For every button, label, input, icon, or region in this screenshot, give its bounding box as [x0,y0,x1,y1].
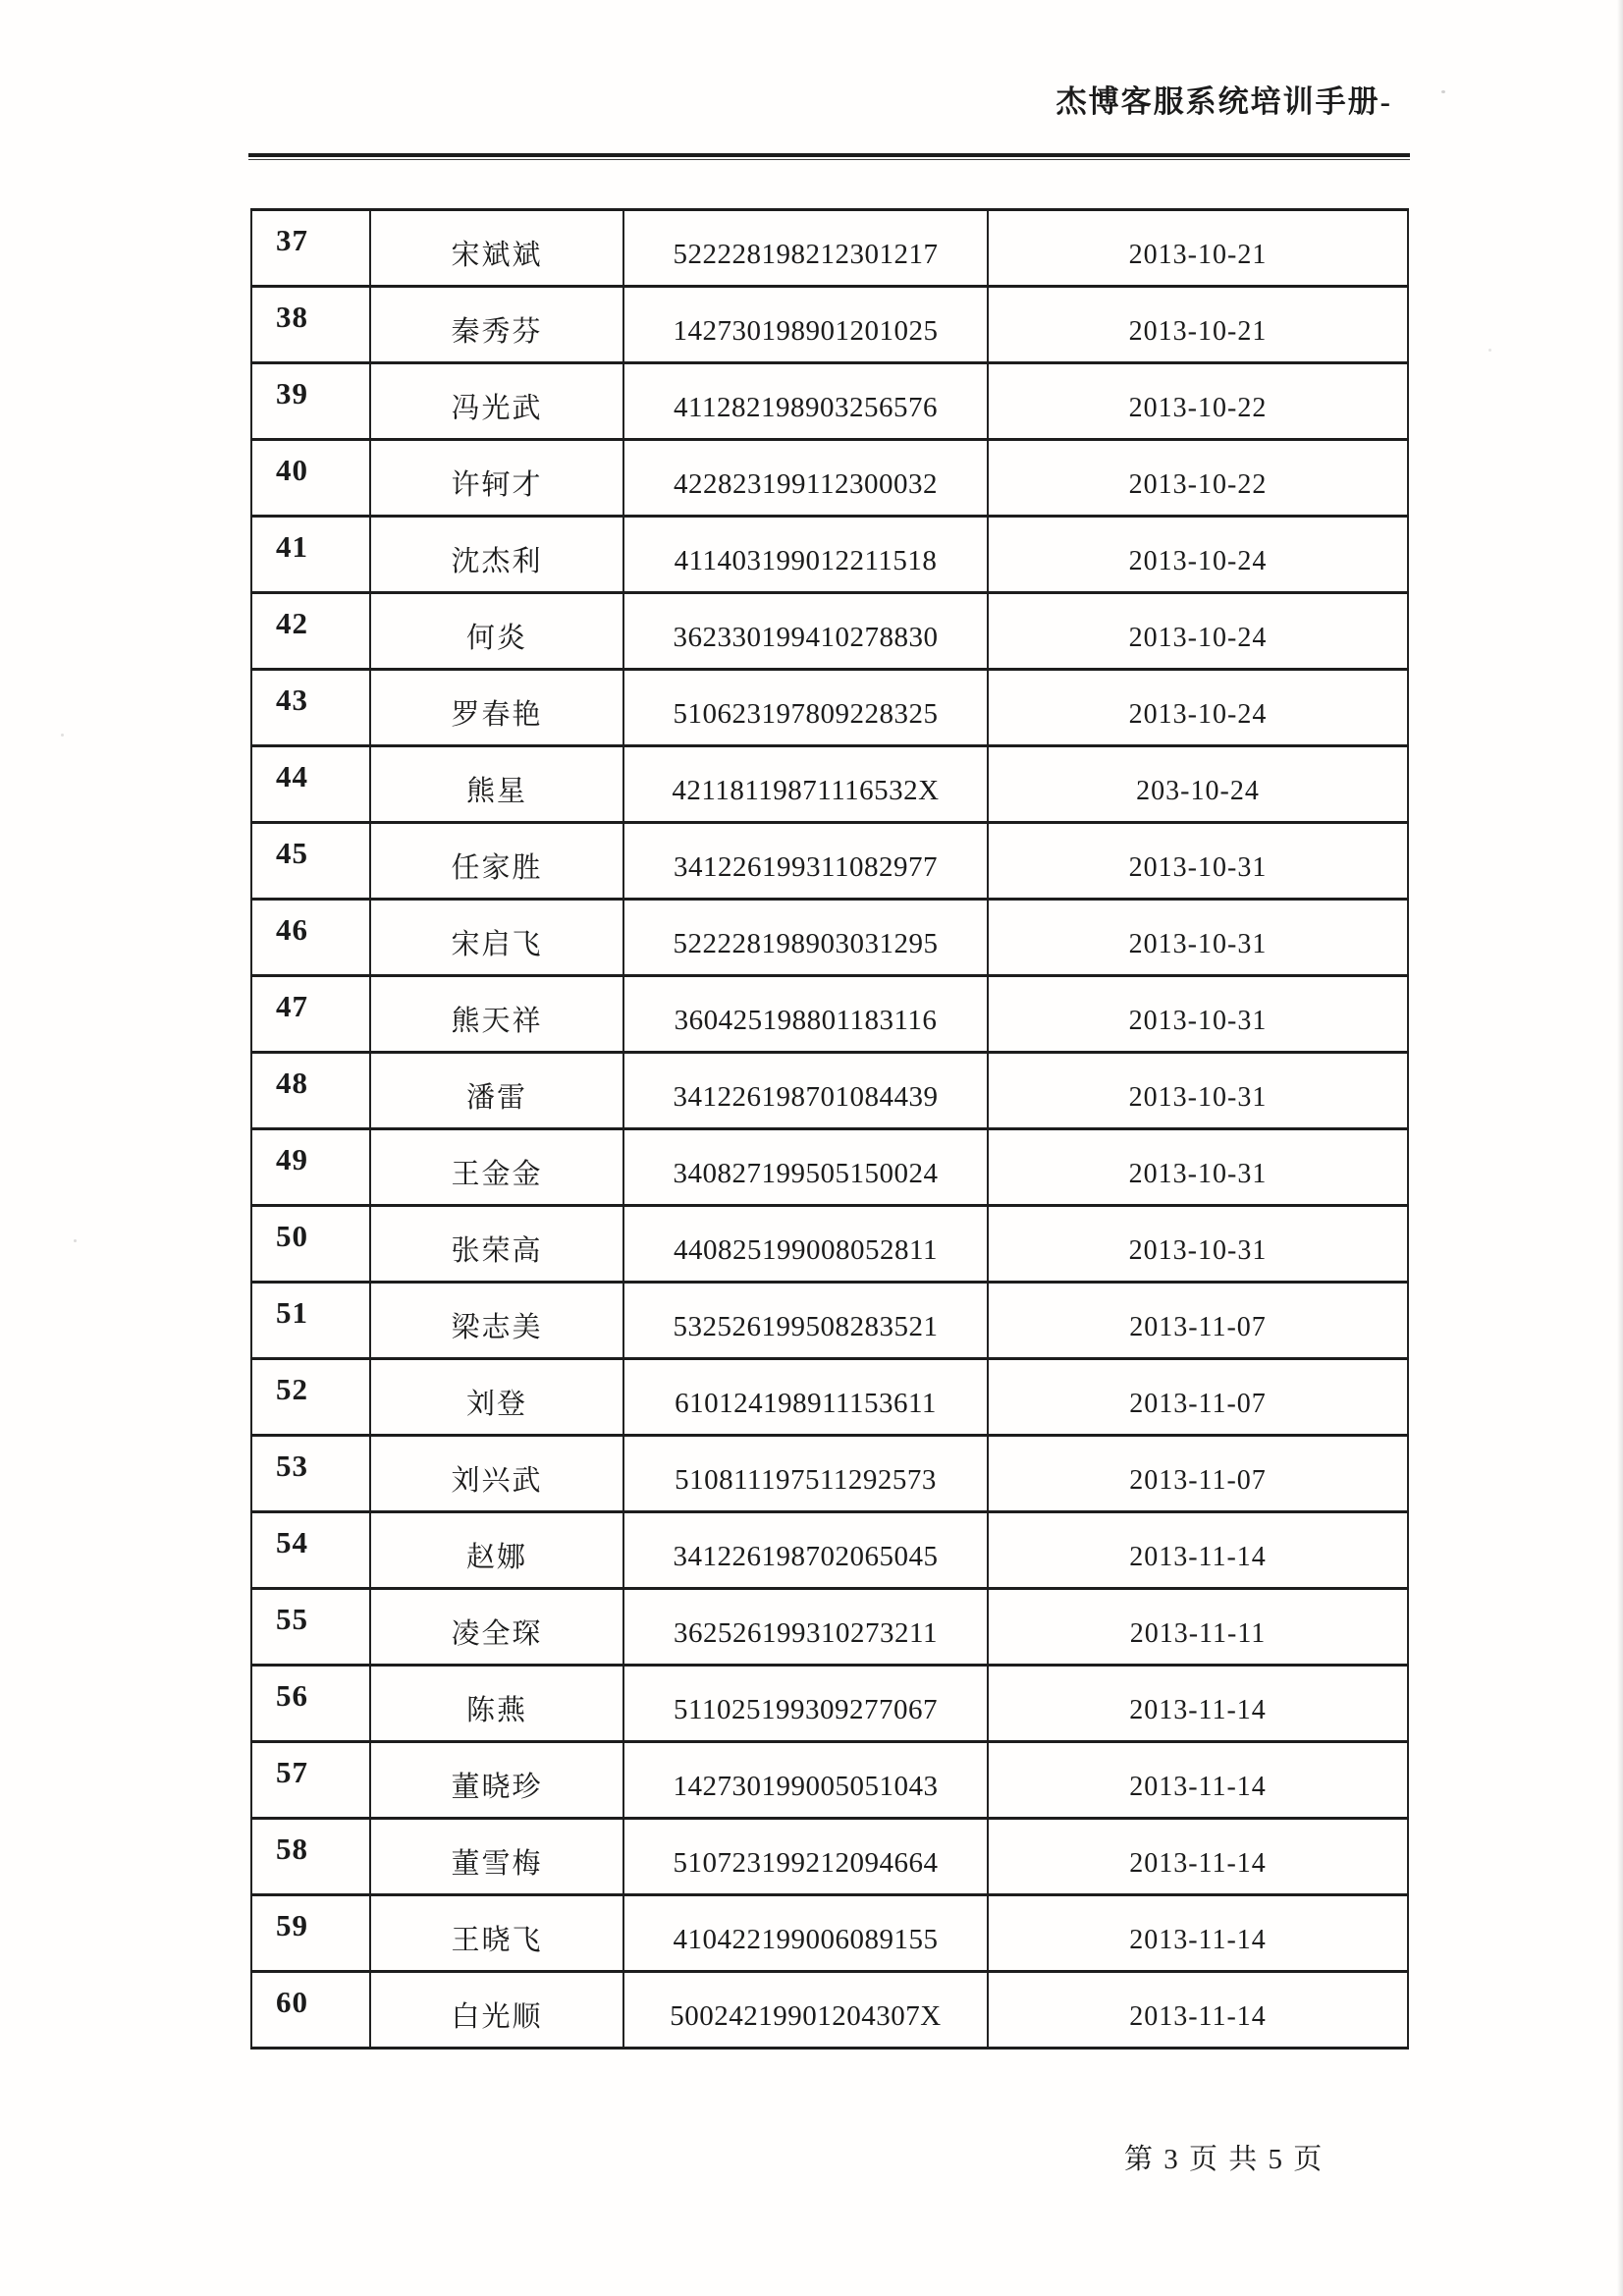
table-row [251,517,1408,593]
date-cell: 2013-10-31 [988,823,1408,900]
page-number: 第 3 页 共 5 页 [1124,2144,1325,2175]
date-cell: 2013-11-14 [988,1742,1408,1819]
name-cell: 冯光武 [370,363,623,440]
table-row [251,670,1408,746]
row-number-cell: 42 [251,593,370,670]
table-row [251,1589,1408,1666]
date-cell: 2013-10-24 [988,517,1408,593]
roster-table [250,208,1409,2050]
date-cell: 2013-10-31 [988,1129,1408,1206]
row-number-cell: 48 [251,1053,370,1129]
table-row [251,746,1408,823]
table-row [251,210,1408,287]
table-row [251,1206,1408,1283]
date-cell: 2013-10-22 [988,440,1408,517]
date-cell: 2013-11-11 [988,1589,1408,1666]
date-cell: 2013-10-21 [988,287,1408,363]
row-number-cell: 60 [251,1972,370,2049]
id-number-cell: 50024219901204307X [623,1972,988,2049]
row-number-cell: 38 [251,287,370,363]
name-cell: 许轲才 [370,440,623,517]
row-number-cell: 41 [251,517,370,593]
row-number-cell: 55 [251,1589,370,1666]
table-row [251,1283,1408,1359]
date-cell: 2013-11-07 [988,1283,1408,1359]
name-cell: 宋斌斌 [370,210,623,287]
row-number-cell: 51 [251,1283,370,1359]
id-number-cell: 411403199012211518 [623,517,988,593]
row-number-cell: 43 [251,670,370,746]
id-number-cell: 410422199006089155 [623,1895,988,1972]
id-number-cell: 532526199508283521 [623,1283,988,1359]
name-cell: 陈燕 [370,1666,623,1742]
table-row [251,1129,1408,1206]
id-number-cell: 510723199212094664 [623,1819,988,1895]
id-number-cell: 341226198702065045 [623,1512,988,1589]
id-number-cell: 522228198903031295 [623,900,988,976]
date-cell: 2013-10-24 [988,670,1408,746]
row-number-cell: 58 [251,1819,370,1895]
row-number-cell: 50 [251,1206,370,1283]
row-number-cell: 56 [251,1666,370,1742]
id-number-cell: 142730198901201025 [623,287,988,363]
table-row [251,593,1408,670]
name-cell: 张荣高 [370,1206,623,1283]
name-cell: 宋启飞 [370,900,623,976]
scan-speck [1488,349,1491,352]
date-cell: 2013-11-14 [988,1666,1408,1742]
date-cell: 203-10-24 [988,746,1408,823]
name-cell: 潘雷 [370,1053,623,1129]
date-cell: 2013-10-24 [988,593,1408,670]
scan-speck [1441,90,1445,93]
id-number-cell: 510623197809228325 [623,670,988,746]
row-number-cell: 49 [251,1129,370,1206]
table-row [251,1895,1408,1972]
header-divider-line [248,153,1410,157]
id-number-cell: 341226198701084439 [623,1053,988,1129]
table-row [251,1972,1408,2049]
name-cell: 刘兴武 [370,1436,623,1512]
name-cell: 任家胜 [370,823,623,900]
row-number-cell: 45 [251,823,370,900]
id-number-cell: 610124198911153611 [623,1359,988,1436]
date-cell: 2013-11-07 [988,1359,1408,1436]
id-number-cell: 340827199505150024 [623,1129,988,1206]
name-cell: 刘登 [370,1359,623,1436]
table-row [251,1359,1408,1436]
row-number-cell: 40 [251,440,370,517]
id-number-cell: 360425198801183116 [623,976,988,1053]
date-cell: 2013-11-07 [988,1436,1408,1512]
name-cell: 梁志美 [370,1283,623,1359]
date-cell: 2013-11-14 [988,1972,1408,2049]
table-row [251,1512,1408,1589]
scan-speck [74,1239,77,1242]
name-cell: 熊星 [370,746,623,823]
table-body [251,210,1408,2049]
row-number-cell: 52 [251,1359,370,1436]
id-number-cell: 422823199112300032 [623,440,988,517]
name-cell: 赵娜 [370,1512,623,1589]
date-cell: 2013-11-14 [988,1512,1408,1589]
table-row [251,440,1408,517]
row-number-cell: 53 [251,1436,370,1512]
id-number-cell: 440825199008052811 [623,1206,988,1283]
table-row [251,1742,1408,1819]
name-cell: 董晓珍 [370,1742,623,1819]
date-cell: 2013-10-22 [988,363,1408,440]
name-cell: 王晓飞 [370,1895,623,1972]
table-row [251,1053,1408,1129]
scan-edge-shadow [1617,0,1623,2296]
table-row [251,1666,1408,1742]
name-cell: 何炎 [370,593,623,670]
name-cell: 罗春艳 [370,670,623,746]
date-cell: 2013-11-14 [988,1895,1408,1972]
id-number-cell: 341226199311082977 [623,823,988,900]
date-cell: 2013-10-31 [988,1053,1408,1129]
row-number-cell: 39 [251,363,370,440]
name-cell: 白光顺 [370,1972,623,2049]
row-number-cell: 57 [251,1742,370,1819]
name-cell: 董雪梅 [370,1819,623,1895]
table-row [251,1436,1408,1512]
id-number-cell: 142730199005051043 [623,1742,988,1819]
name-cell: 凌全琛 [370,1589,623,1666]
date-cell: 2013-10-21 [988,210,1408,287]
row-number-cell: 46 [251,900,370,976]
date-cell: 2013-10-31 [988,976,1408,1053]
row-number-cell: 47 [251,976,370,1053]
scan-speck [61,734,64,737]
name-cell: 秦秀芬 [370,287,623,363]
table-row [251,976,1408,1053]
row-number-cell: 44 [251,746,370,823]
date-cell: 2013-10-31 [988,900,1408,976]
table-row [251,1819,1408,1895]
id-number-cell: 362330199410278830 [623,593,988,670]
row-number-cell: 54 [251,1512,370,1589]
name-cell: 沈杰利 [370,517,623,593]
id-number-cell: 411282198903256576 [623,363,988,440]
document-header-title: 杰博客服系统培训手册- [1055,84,1392,119]
name-cell: 王金金 [370,1129,623,1206]
id-number-cell: 362526199310273211 [623,1589,988,1666]
table-row [251,823,1408,900]
name-cell: 熊天祥 [370,976,623,1053]
date-cell: 2013-10-31 [988,1206,1408,1283]
row-number-cell: 37 [251,210,370,287]
id-number-cell: 511025199309277067 [623,1666,988,1742]
id-number-cell: 510811197511292573 [623,1436,988,1512]
row-number-cell: 59 [251,1895,370,1972]
table-row [251,287,1408,363]
table-row [251,363,1408,440]
id-number-cell: 42118119871116532X [623,746,988,823]
table-row [251,900,1408,976]
date-cell: 2013-11-14 [988,1819,1408,1895]
id-number-cell: 522228198212301217 [623,210,988,287]
